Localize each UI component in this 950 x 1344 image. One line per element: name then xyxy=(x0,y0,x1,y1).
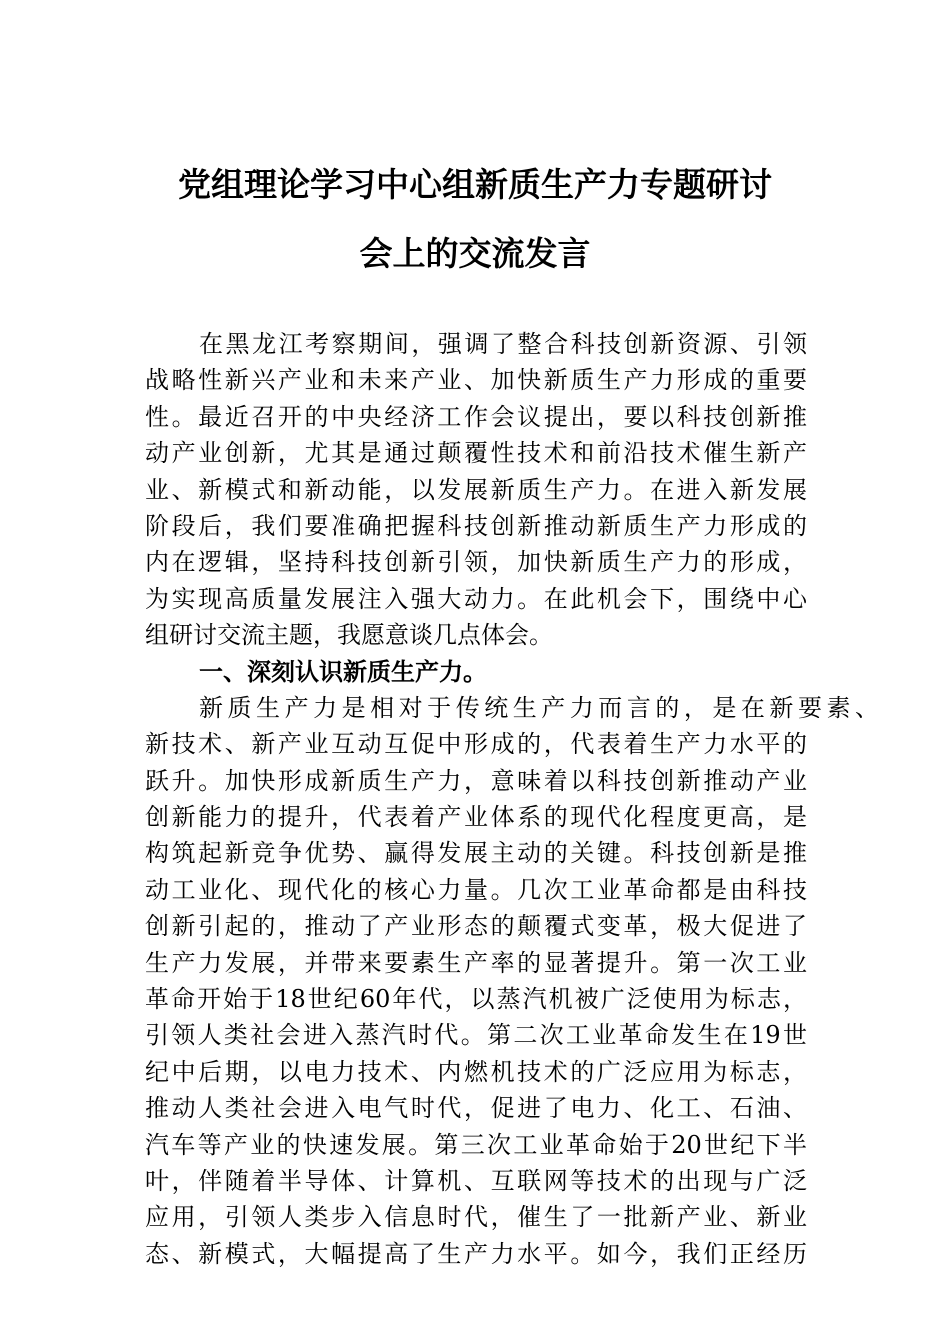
paragraph-line: 态、新模式，大幅提高了生产力水平。如今，我们正经历 xyxy=(145,1239,807,1268)
paragraph-line: 纪中后期，以电力技术、内燃机技术的广泛应用为标志， xyxy=(145,1057,807,1086)
paragraph-line: 内在逻辑，坚持科技创新引领，加快新质生产力的形成， xyxy=(145,548,807,577)
paragraph-line: 引领人类社会进入蒸汽时代。第二次工业革命发生在19世 xyxy=(145,1021,807,1050)
paragraph-line: 为实现高质量发展注入强大动力。在此机会下，围绕中心 xyxy=(145,584,807,613)
paragraph-line: 创新引起的，推动了产业形态的颠覆式变革，极大促进了 xyxy=(145,912,807,941)
paragraph-line: 业、新模式和新动能，以发展新质生产力。在进入新发展 xyxy=(145,475,807,504)
paragraph-line: 动工业化、现代化的核心力量。几次工业革命都是由科技 xyxy=(145,875,807,904)
paragraph-line: 革命开始于18世纪60年代，以蒸汽机被广泛使用为标志， xyxy=(145,985,807,1014)
paragraph-line: 新质生产力是相对于传统生产力而言的，是在新要素、 xyxy=(199,693,879,722)
paragraph-line: 跃升。加快形成新质生产力，意味着以科技创新推动产业 xyxy=(145,766,807,795)
paragraph-line: 创新能力的提升，代表着产业体系的现代化程度更高，是 xyxy=(145,803,807,832)
paragraph-line: 构筑起新竞争优势、赢得发展主动的关键。科技创新是推 xyxy=(145,839,807,868)
document-body xyxy=(145,326,879,1272)
paragraph-line: 在黑龙江考察期间，强调了整合科技创新资源、引领 xyxy=(199,330,807,358)
section-heading: 一、深刻认识新质生产力。 xyxy=(199,656,487,686)
paragraph-line: 推动人类社会进入电气时代，促进了电力、化工、石油、 xyxy=(145,1094,807,1123)
document-title-line-1: 党组理论学习中心组新质生产力专题研讨 xyxy=(178,165,772,204)
paragraph-line: 叶，伴随着半导体、计算机、互联网等技术的出现与广泛 xyxy=(145,1166,807,1195)
paragraph-line: 性。最近召开的中央经济工作会议提出，要以科技创新推 xyxy=(145,402,807,431)
paragraph-line: 动产业创新，尤其是通过颠覆性技术和前沿技术催生新产 xyxy=(145,439,807,468)
paragraph-line: 阶段后，我们要准确把握科技创新推动新质生产力形成的 xyxy=(145,511,807,540)
paragraph-line: 组研讨交流主题，我愿意谈几点体会。 xyxy=(145,621,553,650)
paragraph-line: 汽车等产业的快速发展。第三次工业革命始于20世纪下半 xyxy=(145,1130,807,1159)
paragraph-line: 新技术、新产业互动互促中形成的，代表着生产力水平的 xyxy=(145,730,807,759)
paragraph-line: 战略性新兴产业和未来产业、加快新质生产力形成的重要 xyxy=(145,366,807,395)
document-title-line-2: 会上的交流发言 xyxy=(359,234,591,273)
paragraph-line: 生产力发展，并带来要素生产率的显著提升。第一次工业 xyxy=(145,948,807,977)
paragraph-line: 应用，引领人类步入信息时代，催生了一批新产业、新业 xyxy=(145,1203,807,1232)
